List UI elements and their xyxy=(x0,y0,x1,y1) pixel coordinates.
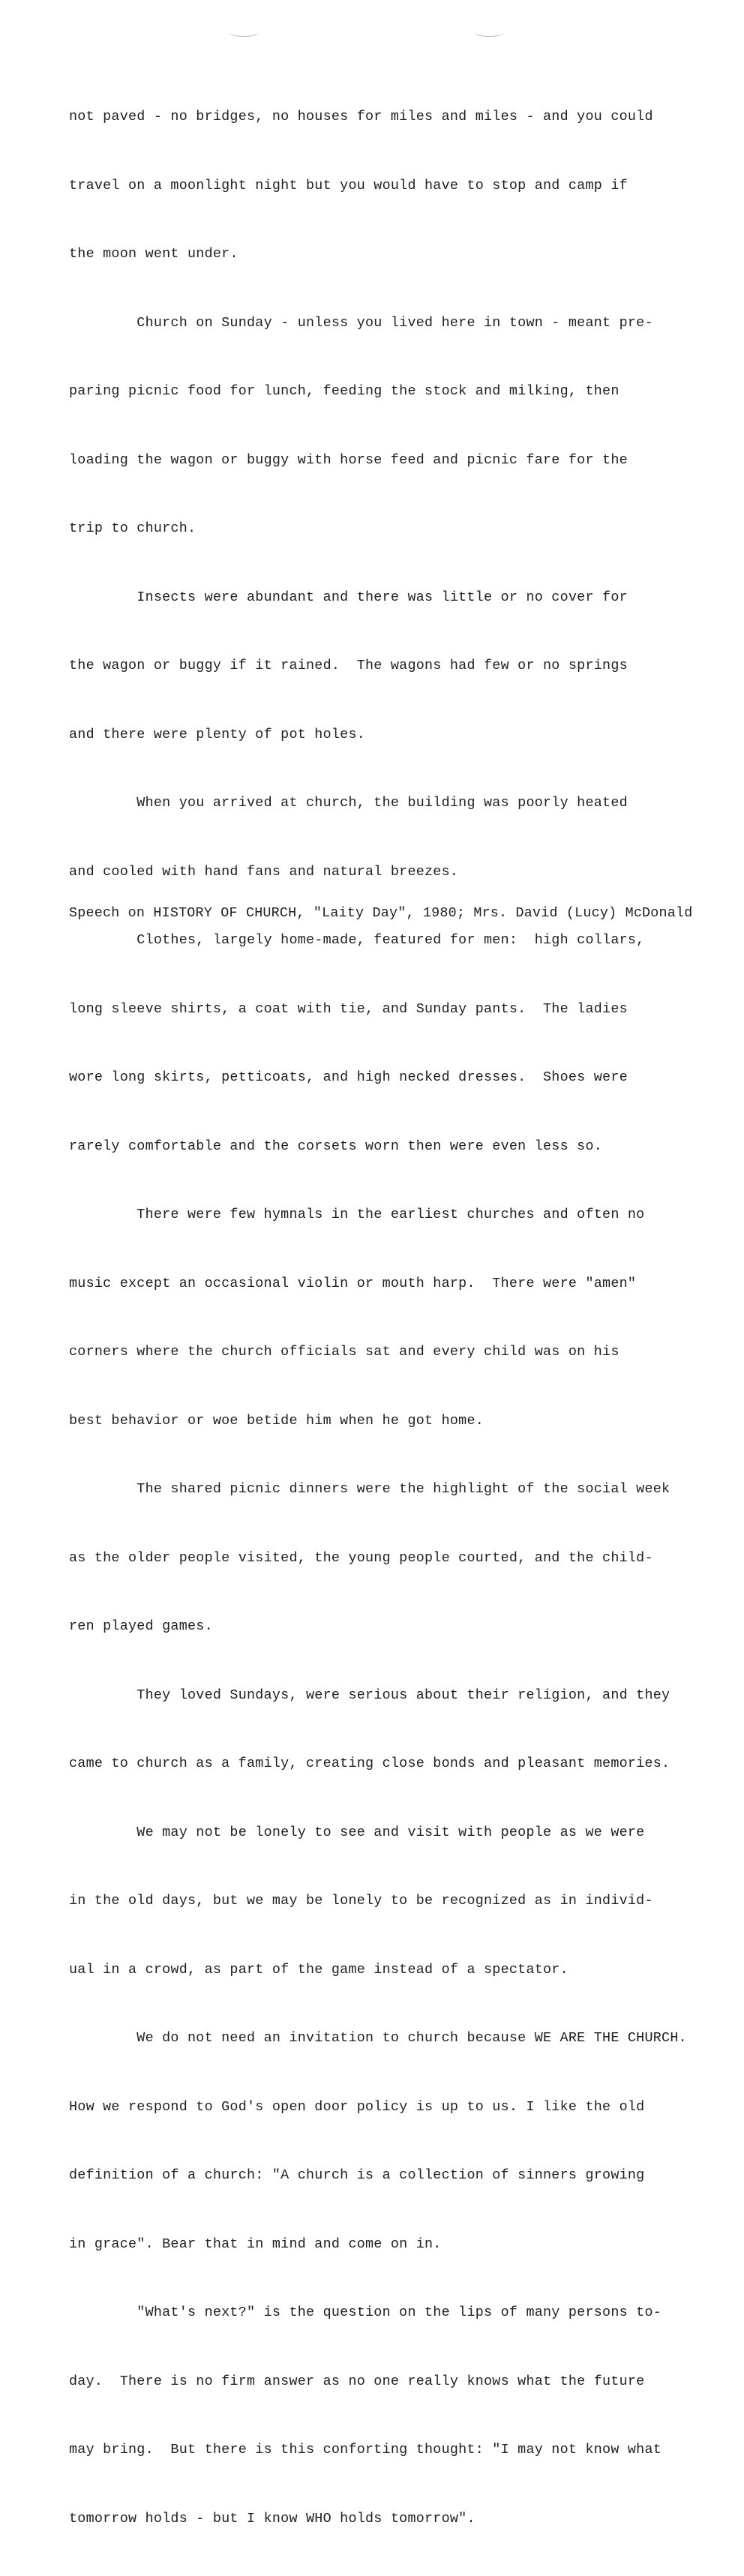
text-line: long sleeve shirts, a coat with tie, and Sunday pants. The ladies xyxy=(69,1000,628,1017)
text-line: best behavior or woe betide him when he got home. xyxy=(69,1412,484,1429)
text-line: corners where the church officials sat and every child was on his xyxy=(69,1344,620,1360)
text-line: Clothes, largely home-made, featured for men: high collars, xyxy=(69,932,645,948)
text-line: ual in a crowd, as part of the game instead of a spectator. xyxy=(69,1961,568,1978)
text-line: and there were plenty of pot holes. xyxy=(69,726,366,742)
text-line: may bring. But there is this conforting thought: "I may not know what xyxy=(69,2442,662,2458)
scan-mark xyxy=(474,28,504,37)
text-line: wore long skirts, petticoats, and high necked dresses. Shoes were xyxy=(69,1069,628,1085)
text-line: Insects were abundant and there was little or no cover for xyxy=(69,589,628,605)
speech-attribution: Speech on HISTORY OF CHURCH, "Laity Day", 1980; Mrs. David (Lucy) McDonald xyxy=(69,905,693,921)
text-line: When you arrived at church, the building was poorly heated xyxy=(69,795,628,811)
text-line: paring picnic food for lunch, feeding the stock and milking, then xyxy=(69,383,620,399)
text-line: tomorrow holds - but I know WHO holds tomorrow". xyxy=(69,2510,476,2527)
text-line: rarely comfortable and the corsets worn then were even less so. xyxy=(69,1138,603,1154)
text-line: not paved - no bridges, no houses for miles and miles - and you could xyxy=(69,109,653,124)
text-line: They loved Sundays, were serious about their religion, and they xyxy=(69,1687,670,1703)
text-line: trip to church. xyxy=(69,520,196,536)
text-line: There were few hymnals in the earliest churches and often no xyxy=(69,1207,645,1222)
text-line: and cooled with hand fans and natural breezes. xyxy=(69,863,459,880)
text-line: "What's next?" is the question on the lips of many persons to- xyxy=(69,2305,662,2320)
text-line: in grace". Bear that in mind and come on in. xyxy=(69,2236,442,2252)
text-line: day. There is no firm answer as no one really knows what the future xyxy=(69,2373,645,2389)
text-line: The shared picnic dinners were the highlight of the social week xyxy=(69,1481,670,1497)
text-line: Church on Sunday - unless you lived here in town - meant pre- xyxy=(69,314,653,331)
text-line: We may not be lonely to see and visit with people as we were xyxy=(69,1824,645,1840)
text-line: How we respond to God's open door policy is up to us. I like the old xyxy=(69,2098,645,2115)
text-line: definition of a church: "A church is a collection of sinners growing xyxy=(69,2167,645,2183)
text-line: loading the wagon or buggy with horse feed and picnic fare for the xyxy=(69,451,628,468)
text-line: We do not need an invitation to church because WE ARE THE CHURCH. xyxy=(69,2030,687,2046)
text-line: travel on a moonlight night but you would have to stop and camp if xyxy=(69,177,628,193)
text-line: ren played games. xyxy=(69,1618,213,1634)
text-line: came to church as a family, creating close bonds and pleasant memories. xyxy=(69,1756,670,1771)
text-line: as the older people visited, the young people courted, and the child- xyxy=(69,1549,653,1566)
text-line: in the old days, but we may be lonely to be recognized as in individ- xyxy=(69,1893,653,1909)
text-line: music except an occasional violin or mouth harp. There were "amen" xyxy=(69,1275,637,1291)
speech-body xyxy=(69,60,729,2576)
scan-mark xyxy=(229,28,259,37)
text-line: the wagon or buggy if it rained. The wagons had few or no springs xyxy=(69,658,628,673)
text-line: the moon went under. xyxy=(69,246,238,262)
